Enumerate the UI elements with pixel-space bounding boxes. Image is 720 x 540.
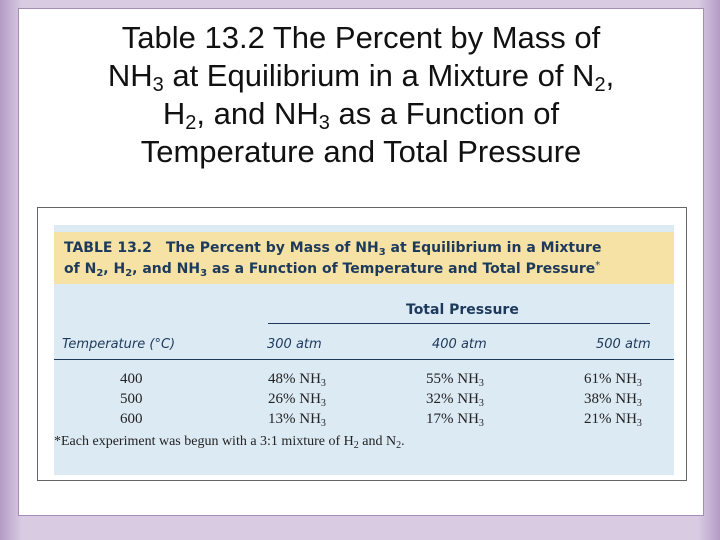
caption-text: The Percent by Mass of NH (165, 240, 379, 256)
caption-subscript: 3 (378, 247, 386, 258)
cell-subscript: 3 (478, 418, 484, 429)
temp-cell: 600 (120, 411, 143, 427)
cell-text: 32% NH (426, 391, 479, 407)
caption-subscript: 2 (125, 268, 133, 279)
cell-text: 26% NH (268, 391, 321, 407)
title-subscript: 3 (318, 112, 330, 134)
title-text: H (162, 96, 186, 131)
table-cell (584, 391, 642, 408)
caption-text: at Equilibrium in a Mixture (385, 240, 602, 256)
title-subscript: 3 (152, 74, 164, 96)
cell-text: 21% NH (584, 411, 637, 427)
title-text: as a Function of (329, 96, 560, 131)
footnote-text: and N (358, 434, 397, 449)
cell-text: 17% NH (426, 411, 479, 427)
temp-cell: 500 (120, 391, 143, 407)
table-cell (268, 371, 326, 388)
table-cell (268, 391, 326, 408)
slide (18, 8, 704, 516)
table-cell (268, 411, 326, 428)
caption-line-2 (64, 261, 600, 277)
title-subscript: 2 (594, 74, 606, 96)
caption-text: , H (103, 261, 126, 277)
row-header: Temperature (°C) (62, 337, 176, 352)
title-text: , and NH (196, 96, 319, 131)
caption-text: , and NH (132, 261, 201, 277)
cell-subscript: 3 (478, 378, 484, 389)
table-figure (37, 207, 687, 481)
cell-subscript: 3 (320, 378, 326, 389)
header-rule (54, 359, 674, 360)
cell-text: 13% NH (268, 411, 321, 427)
cell-text: 48% NH (268, 371, 321, 387)
caption-text: as a Function of Temperature and Total Pressure (207, 261, 596, 277)
table-footnote (54, 434, 405, 450)
table-cell (584, 371, 642, 388)
footnote-text: *Each experiment was begun with a 3:1 mixture of H (54, 434, 354, 449)
caption-subscript: 2 (96, 268, 104, 279)
table-cell (584, 411, 642, 428)
table-caption (54, 232, 674, 284)
caption-line-1 (64, 240, 601, 256)
cell-text: 61% NH (584, 371, 637, 387)
table-cell (426, 411, 484, 428)
table-cell (426, 371, 484, 388)
cell-subscript: 3 (636, 378, 642, 389)
title-text: NH (107, 58, 153, 93)
group-rule (268, 323, 650, 324)
column-header: 300 atm (267, 337, 322, 352)
cell-subscript: 3 (636, 418, 642, 429)
group-header: Total Pressure (406, 302, 519, 318)
cell-subscript: 3 (320, 398, 326, 409)
footnote-text: . (401, 434, 405, 449)
cell-text: 55% NH (426, 371, 479, 387)
title-subscript: 2 (185, 112, 197, 134)
title-line-4: Temperature and Total Pressure (140, 134, 582, 169)
caption-text: of N (64, 261, 97, 277)
cell-subscript: 3 (478, 398, 484, 409)
footnote-marker: * (595, 260, 601, 271)
caption-subscript: 3 (200, 268, 208, 279)
title-text: , (605, 58, 615, 93)
cell-subscript: 3 (636, 398, 642, 409)
table-number: TABLE 13.2 (64, 240, 152, 256)
slide-title (19, 19, 703, 171)
footnote-subscript: 2 (396, 440, 402, 451)
cell-text: 38% NH (584, 391, 637, 407)
temp-cell: 400 (120, 371, 143, 387)
title-text: at Equilibrium in a Mixture of N (163, 58, 595, 93)
column-header: 500 atm (596, 337, 651, 352)
cell-subscript: 3 (320, 418, 326, 429)
column-header: 400 atm (432, 337, 487, 352)
table-cell (426, 391, 484, 408)
footnote-subscript: 2 (353, 440, 359, 451)
title-line-1: Table 13.2 The Percent by Mass of (121, 20, 601, 55)
